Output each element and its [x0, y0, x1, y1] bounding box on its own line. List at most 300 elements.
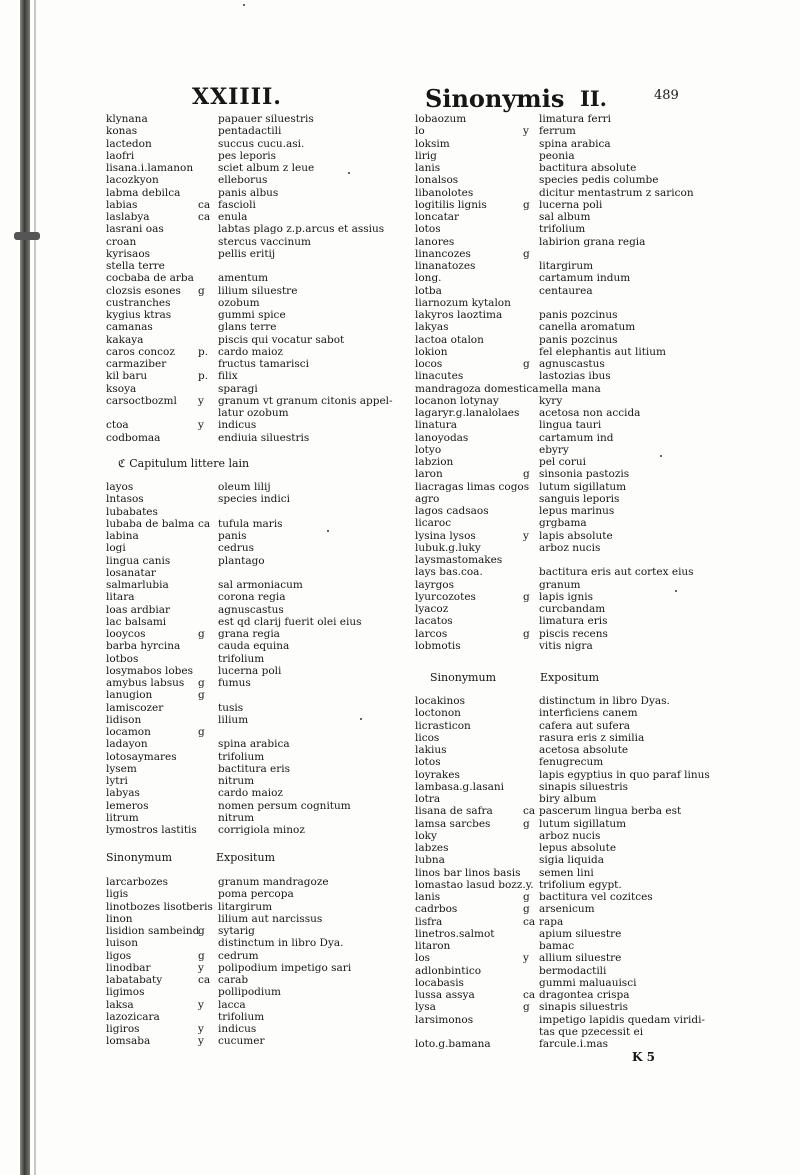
section-sinonymum-left: Sinonymum — [106, 851, 173, 864]
entry-term: labatabaty — [106, 974, 163, 986]
entry-row — [415, 407, 715, 419]
entry-mark: ca — [198, 974, 211, 986]
entry-row — [415, 903, 715, 915]
entry-row — [415, 468, 715, 480]
entry-term: locos — [415, 358, 443, 370]
header-right: II. — [580, 86, 607, 111]
entry-gloss: elleborus — [218, 174, 268, 187]
entry-row — [415, 793, 715, 805]
entry-gloss: endiuia siluestris — [218, 431, 310, 444]
entry-row — [415, 1038, 715, 1050]
entry-row — [106, 493, 396, 505]
entry-gloss: indicus — [218, 419, 257, 432]
entry-gloss: lepus absolute — [539, 842, 617, 854]
entry-row — [415, 285, 715, 297]
entry-row — [415, 211, 715, 223]
entry-gloss: fructus tamarisci — [218, 358, 309, 370]
entry-term: lazozicara — [106, 1010, 160, 1023]
entry-gloss: sparagi — [218, 382, 258, 395]
entry-gloss: apium siluestre — [539, 927, 622, 940]
entry-mark: ca — [523, 915, 536, 928]
entry-term: lagos cadsaos — [415, 505, 489, 517]
entry-row — [415, 162, 715, 174]
entry-row — [415, 321, 715, 333]
entry-row — [106, 285, 396, 297]
entry-mark: p. — [198, 370, 209, 383]
entry-term: lotba — [415, 284, 442, 297]
entry-mark: y — [198, 998, 204, 1011]
entry-gloss: piscis qui vocatur sabot — [218, 333, 345, 346]
entry-row — [415, 334, 715, 346]
entry-row — [415, 867, 715, 879]
entry-gloss: litargirum — [218, 900, 273, 913]
entry-gloss: lucerna poli — [539, 198, 603, 211]
entry-term: lac balsami — [106, 615, 167, 628]
entry-gloss: peonia — [539, 149, 575, 162]
entry-gloss: litargirum — [539, 260, 594, 272]
entry-row — [415, 370, 715, 382]
entry-term: larcos — [415, 627, 448, 640]
entry-gloss: lutum sigillatum — [539, 817, 627, 830]
entry-row — [415, 940, 715, 952]
left-column-block-3 — [106, 876, 396, 1048]
entry-mark: y — [198, 419, 204, 432]
entry-term: cadrbos — [415, 903, 458, 916]
entry-gloss: bamac — [539, 940, 575, 952]
entry-gloss: lutum sigillatum — [539, 480, 627, 493]
entry-term: lanis — [415, 162, 441, 174]
entry-term: lotos — [415, 223, 441, 236]
entry-term: lonalsos — [415, 174, 459, 187]
entry-term: linatura — [415, 419, 457, 432]
entry-term: laksa — [106, 998, 134, 1011]
entry-gloss: bactitura vel cozitces — [539, 891, 653, 903]
entry-row — [415, 744, 715, 756]
entry-row — [106, 787, 396, 799]
entry-term: linancozes — [415, 247, 471, 260]
entry-mark: g — [523, 903, 530, 916]
entry-term: lisfra — [415, 915, 443, 928]
entry-row — [415, 965, 715, 977]
entry-row — [106, 689, 396, 701]
paragraph-mark-icon: ℭ — [118, 457, 126, 470]
entry-term: linanatozes — [415, 260, 476, 272]
entry-gloss: cedrus — [218, 542, 254, 555]
entry-row — [106, 653, 396, 665]
entry-row — [415, 756, 715, 768]
entry-mark: y — [198, 394, 204, 407]
entry-gloss: limatura ferri — [539, 113, 612, 125]
entry-term: lysa — [415, 1001, 436, 1014]
entry-gloss: lapis ignis — [539, 590, 594, 603]
entry-gloss: rapa — [539, 915, 564, 928]
entry-gloss: centaurea — [539, 284, 593, 297]
entry-gloss: fascioli — [218, 198, 256, 211]
entry-row — [415, 640, 715, 652]
entry-row — [106, 950, 396, 962]
entry-term: long. — [415, 272, 442, 285]
entry-gloss: poma percopa — [218, 888, 294, 901]
entry-row — [415, 720, 715, 732]
entry-term: linos bar linos basis — [415, 866, 521, 879]
entry-term: laysmastomakes — [415, 554, 503, 566]
entry-term: ladayon — [106, 738, 148, 751]
entry-row — [415, 260, 715, 272]
ink-speck — [675, 590, 677, 592]
entry-gloss: pascerum lingua berba est — [539, 805, 682, 818]
entry-row — [415, 248, 715, 260]
entry-gloss: curcbandam — [539, 603, 606, 615]
entry-row — [415, 977, 715, 989]
entry-term: labyas — [106, 787, 140, 800]
entry-row — [415, 854, 715, 866]
entry-row — [415, 916, 715, 928]
entry-row — [415, 199, 715, 211]
entry-row — [106, 223, 396, 235]
entry-gloss: agnuscastus — [539, 358, 605, 370]
entry-row — [106, 248, 396, 260]
entry-gloss: nitrum — [218, 775, 255, 787]
entry-row — [415, 138, 715, 150]
entry-gloss: cardo maioz — [218, 787, 283, 800]
entry-gloss: sciet album z leue — [218, 162, 315, 174]
entry-gloss: spina arabica — [218, 738, 290, 751]
entry-term: linotbozes lisotberis — [106, 900, 213, 913]
entry-gloss: biry album — [539, 793, 597, 805]
section-sinonymum-right: Sinonymum — [430, 671, 497, 684]
entry-row — [415, 1026, 715, 1038]
entry-row — [106, 309, 396, 321]
entry-term: litara — [106, 591, 135, 604]
entry-term: ligiros — [106, 1023, 140, 1035]
entry-term: loncatar — [415, 211, 460, 223]
entry-gloss: interficiens canem — [539, 707, 638, 720]
entry-gloss: sal album — [539, 211, 591, 223]
entry-row — [106, 702, 396, 714]
entry-term: lirig — [415, 149, 437, 162]
gutter-shadow — [34, 0, 36, 1175]
entry-term: locakinos — [415, 695, 466, 707]
entry-row — [415, 566, 715, 578]
entry-term: croan — [106, 235, 137, 248]
entry-row — [415, 1014, 715, 1026]
entry-row — [106, 974, 396, 986]
entry-term: locanon lotynay — [415, 394, 499, 407]
entry-row — [415, 358, 715, 370]
entry-gloss: semen lini — [539, 866, 594, 879]
entry-mark: g — [523, 247, 530, 260]
entry-term: logitilis lignis — [415, 198, 487, 211]
entry-term: lanugion — [106, 689, 153, 702]
entry-row — [106, 297, 396, 309]
entry-mark: ca — [198, 211, 211, 223]
entry-term: laslabya — [106, 211, 150, 223]
entry-mark: g — [198, 628, 205, 640]
entry-row — [415, 419, 715, 431]
entry-row — [106, 567, 396, 579]
entry-term: lomastao lasud bozz.y. — [415, 878, 534, 891]
entry-gloss: arsenicum — [539, 903, 595, 916]
entry-gloss: panis — [218, 530, 247, 542]
entry-row — [106, 937, 396, 949]
entry-row — [106, 211, 396, 223]
entry-term: lotyo — [415, 443, 442, 456]
entry-row — [106, 677, 396, 689]
entry-gloss: rasura eris z similia — [539, 731, 645, 744]
signature-mark: K 5 — [632, 1050, 655, 1064]
entry-row — [106, 506, 396, 518]
entry-term: labzes — [415, 842, 449, 854]
entry-term: ligos — [106, 949, 132, 962]
entry-mark: y — [198, 961, 204, 974]
entry-term: lisidion sambeind — [106, 925, 200, 937]
entry-term: lotos — [415, 756, 441, 769]
entry-term: laron — [415, 468, 443, 481]
section-expositum-left: Expositum — [216, 851, 275, 864]
entry-mark: g — [523, 590, 530, 603]
entry-term: klynana — [106, 113, 148, 125]
entry-term: litrum — [106, 811, 139, 824]
right-column-block-2 — [415, 695, 715, 1050]
entry-mark: ca — [198, 517, 211, 530]
entry-row — [415, 695, 715, 707]
entry-term: lubna — [415, 854, 445, 867]
entry-row — [415, 952, 715, 964]
entry-term: losanatar — [106, 566, 156, 579]
entry-row — [106, 888, 396, 900]
entry-row — [415, 879, 715, 891]
entry-gloss: tufula maris — [218, 517, 283, 530]
entry-row — [106, 419, 396, 431]
entry-term: clozsis esones — [106, 284, 181, 297]
entry-mark: ca — [523, 805, 536, 818]
entry-term: lubuk.g.luky — [415, 541, 481, 554]
entry-term: adlonbintico — [415, 964, 482, 977]
entry-row — [106, 901, 396, 913]
entry-row — [415, 297, 715, 309]
ink-speck — [327, 530, 329, 532]
page-number: 489 — [654, 88, 679, 103]
entry-term: loky — [415, 829, 437, 842]
entry-row — [415, 842, 715, 854]
entry-mark: g — [198, 949, 205, 962]
entry-gloss: dicitur mentastrum z saricon — [539, 186, 694, 199]
entry-row — [415, 113, 715, 125]
entry-gloss: trifolium — [539, 223, 586, 236]
entry-term: caros concoz — [106, 345, 175, 358]
entry-row — [106, 260, 396, 272]
entry-term: lamiscozer — [106, 701, 164, 714]
entry-gloss: labtas plago z.p.arcus et assius — [218, 223, 385, 236]
entry-gloss: fenugrecum — [539, 756, 604, 769]
entry-term: loctonon — [415, 707, 461, 720]
entry-row — [415, 236, 715, 248]
entry-row — [415, 769, 715, 781]
entry-gloss: lapis egyptius in quo paraf linus — [539, 768, 710, 781]
entry-term: kakaya — [106, 333, 144, 346]
entry-term: konas — [106, 125, 138, 138]
entry-row — [106, 1023, 396, 1035]
entry-row — [415, 732, 715, 744]
entry-term: loksim — [415, 137, 450, 150]
entry-term: lyurcozotes — [415, 590, 476, 603]
entry-row — [415, 615, 715, 627]
entry-term: lomsaba — [106, 1035, 151, 1048]
entry-gloss: sinapis siluestris — [539, 780, 629, 793]
entry-gloss: panis albus — [218, 186, 279, 199]
entry-row — [415, 554, 715, 566]
entry-row — [106, 174, 396, 186]
entry-term: carmaziber — [106, 358, 167, 370]
entry-mark: g — [198, 726, 205, 738]
section-capitulum-label: Capitulum littere lain — [129, 457, 250, 470]
entry-term: cocbaba de arba — [106, 272, 194, 285]
entry-term: lakyas — [415, 321, 449, 334]
entry-gloss: lilium siluestre — [218, 284, 298, 297]
entry-gloss: labirion grana regia — [539, 235, 646, 248]
entry-term: linacutes — [415, 370, 464, 383]
entry-term: lidison — [106, 713, 142, 726]
entry-row — [415, 481, 715, 493]
entry-term: lymostros lastitis — [106, 824, 197, 836]
entry-gloss: species indici — [218, 493, 290, 506]
ink-speck — [660, 455, 662, 457]
entry-term: layrgos — [415, 578, 455, 591]
entry-term: salmarlubia — [106, 579, 169, 591]
entry-row — [415, 395, 715, 407]
entry-row — [106, 334, 396, 346]
entry-mark: g — [198, 677, 205, 689]
entry-term: ligimos — [106, 986, 145, 999]
entry-mark: y — [523, 952, 529, 965]
entry-gloss: lacca — [218, 998, 246, 1011]
entry-row — [106, 640, 396, 652]
entry-gloss: cauda equina — [218, 640, 290, 653]
entry-row — [106, 138, 396, 150]
entry-gloss: sytarig — [218, 925, 255, 937]
entry-mark: g — [198, 925, 205, 937]
entry-term: lactoa otalon — [415, 333, 484, 346]
entry-term: lacozkyon — [106, 174, 159, 187]
entry-row — [106, 358, 396, 370]
entry-row — [106, 714, 396, 726]
entry-gloss: glans terre — [218, 321, 277, 334]
entry-term: lussa assya — [415, 989, 475, 1001]
entry-row — [106, 1011, 396, 1023]
entry-gloss: vitis nigra — [539, 639, 593, 652]
entry-term: loyrakes — [415, 768, 460, 781]
entry-row — [415, 579, 715, 591]
entry-term: licrasticon — [415, 719, 471, 732]
entry-row — [415, 174, 715, 186]
entry-row — [415, 830, 715, 842]
entry-row — [415, 989, 715, 1001]
entry-gloss: pentadactili — [218, 125, 282, 138]
entry-gloss: sinapis siluestris — [539, 1001, 629, 1014]
entry-gloss: sinsonia pastozis — [539, 468, 630, 481]
entry-gloss: cardo maioz — [218, 345, 283, 358]
entry-term: los — [415, 952, 431, 965]
entry-term: amybus labsus — [106, 677, 185, 689]
entry-gloss: distinctum in libro Dyas. — [539, 695, 670, 707]
entry-gloss: lucerna poli — [218, 664, 282, 677]
entry-row — [415, 272, 715, 284]
entry-gloss: species pedis columbe — [539, 174, 659, 187]
entry-row — [415, 223, 715, 235]
entry-row — [106, 518, 396, 530]
entry-gloss: piscis recens — [539, 627, 608, 640]
entry-gloss: mella mana — [539, 382, 601, 395]
entry-gloss: tusis — [218, 701, 244, 714]
entry-gloss: plantago — [218, 554, 265, 567]
entry-gloss: cucumer — [218, 1035, 265, 1048]
entry-term: lamsa sarcbes — [415, 817, 491, 830]
entry-mark: g — [523, 627, 530, 640]
entry-gloss: pel corui — [539, 456, 586, 468]
entry-row — [106, 986, 396, 998]
entry-mark: g — [523, 468, 530, 481]
entry-row — [106, 321, 396, 333]
entry-gloss: cedrum — [218, 949, 259, 962]
entry-gloss: trifolium egypt. — [539, 878, 622, 891]
entry-gloss: spina arabica — [539, 137, 611, 150]
entry-gloss: oleum lilij — [218, 481, 271, 493]
entry-term: lokion — [415, 345, 448, 358]
entry-row — [415, 1001, 715, 1013]
entry-mark: g — [523, 358, 530, 370]
entry-term: linetros.salmot — [415, 927, 495, 940]
entry-row — [415, 383, 715, 395]
entry-row — [415, 150, 715, 162]
entry-term: lotbos — [106, 652, 139, 665]
entry-row — [106, 962, 396, 974]
entry-gloss: bactitura eris aut cortex eius — [539, 566, 694, 579]
entry-term: lanores — [415, 235, 455, 248]
entry-term: lytri — [106, 775, 128, 787]
entry-term: lacatos — [415, 615, 453, 628]
entry-row — [106, 395, 396, 407]
entry-row — [106, 604, 396, 616]
entry-row — [415, 505, 715, 517]
entry-row — [106, 726, 396, 738]
entry-term: agro — [415, 492, 440, 505]
entry-row — [106, 383, 396, 395]
entry-term: stella terre — [106, 260, 165, 272]
entry-gloss: gummi maluauisci — [539, 976, 637, 989]
entry-mark: g — [198, 284, 205, 297]
entry-gloss: ozobum — [218, 296, 260, 309]
entry-row — [106, 616, 396, 628]
entry-row — [106, 199, 396, 211]
entry-gloss: carab — [218, 974, 249, 986]
entry-gloss: lilium — [218, 713, 249, 726]
entry-mark: p. — [198, 345, 209, 358]
entry-row — [415, 818, 715, 830]
entry-row — [106, 272, 396, 284]
entry-mark: g — [523, 198, 530, 211]
entry-term: locabasis — [415, 976, 464, 989]
entry-gloss: dragontea crispa — [539, 989, 630, 1001]
entry-row — [415, 805, 715, 817]
binding-hole — [14, 232, 40, 240]
entry-term: lobmotis — [415, 639, 461, 652]
header-title: Sinonymis — [425, 84, 565, 113]
entry-gloss: granum mandragoze — [218, 876, 329, 888]
entry-gloss: cartamum ind — [539, 431, 614, 444]
entry-term: lysem — [106, 762, 137, 775]
entry-row — [106, 187, 396, 199]
entry-row — [106, 591, 396, 603]
